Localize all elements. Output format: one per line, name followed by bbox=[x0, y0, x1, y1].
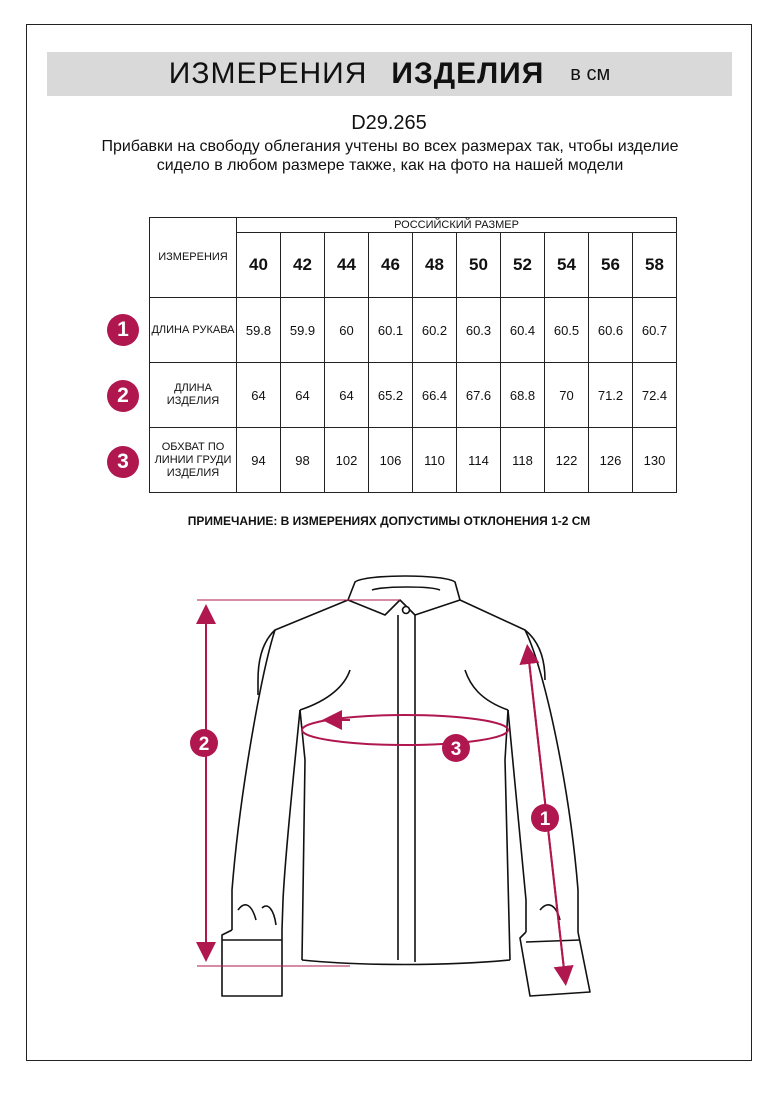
table-cell: 71.2 bbox=[589, 363, 633, 428]
table-cell: 110 bbox=[413, 428, 457, 493]
table-cell: 67.6 bbox=[457, 363, 501, 428]
table-cell: 98 bbox=[281, 428, 325, 493]
row-label: ДЛИНА РУКАВА bbox=[150, 298, 237, 363]
table-cell: 70 bbox=[545, 363, 589, 428]
shirt-outline bbox=[222, 576, 590, 996]
table-row bbox=[150, 428, 677, 493]
length-measure bbox=[197, 600, 400, 966]
table-cell: 118 bbox=[501, 428, 545, 493]
size-header: 42 bbox=[281, 233, 325, 298]
diagram-marker-3 bbox=[442, 734, 470, 762]
table-cell: 102 bbox=[325, 428, 369, 493]
size-header: 46 bbox=[369, 233, 413, 298]
svg-text:1: 1 bbox=[539, 809, 551, 830]
svg-text:3: 3 bbox=[450, 739, 462, 760]
size-header: 44 bbox=[325, 233, 369, 298]
title-unit: в см bbox=[570, 62, 611, 85]
header-band bbox=[47, 52, 732, 96]
svg-text:2: 2 bbox=[198, 734, 210, 755]
shirt-measurement-diagram bbox=[0, 560, 778, 1010]
table-row bbox=[150, 363, 677, 428]
table-cell: 60.4 bbox=[501, 298, 545, 363]
size-header: 50 bbox=[457, 233, 501, 298]
table-cell: 60.6 bbox=[589, 298, 633, 363]
table-cell: 60.1 bbox=[369, 298, 413, 363]
table-cell: 60.3 bbox=[457, 298, 501, 363]
table-cell: 60 bbox=[325, 298, 369, 363]
product-code: D29.265 bbox=[351, 112, 427, 134]
row-label: ОБХВАТ ПО ЛИНИИ ГРУДИ ИЗДЕЛИЯ bbox=[150, 428, 237, 493]
size-header: 40 bbox=[237, 233, 281, 298]
table-cell: 68.8 bbox=[501, 363, 545, 428]
table-cell: 60.5 bbox=[545, 298, 589, 363]
row-number-badge: 3 bbox=[107, 446, 139, 478]
table-cell: 59.8 bbox=[237, 298, 281, 363]
table-cell: 130 bbox=[633, 428, 677, 493]
title-bold: ИЗДЕЛИЯ bbox=[391, 57, 545, 90]
table-cell: 72.4 bbox=[633, 363, 677, 428]
table-cell: 106 bbox=[369, 428, 413, 493]
row-number-badge: 2 bbox=[107, 380, 139, 412]
table-cell: 126 bbox=[589, 428, 633, 493]
size-header: 54 bbox=[545, 233, 589, 298]
size-header: 56 bbox=[589, 233, 633, 298]
size-header: 58 bbox=[633, 233, 677, 298]
tolerance-note: ПРИМЕЧАНИЕ: В ИЗМЕРЕНИЯХ ДОПУСТИМЫ ОТКЛОНЕНИЯ 1-2 СМ bbox=[187, 514, 591, 528]
table-cell: 60.2 bbox=[413, 298, 457, 363]
diagram-marker-1 bbox=[531, 804, 559, 832]
row-number-badge: 1 bbox=[107, 314, 139, 346]
fit-description: Прибавки на свободу облегания учтены во всех размерах так, чтобы изделие сидело в любом размере также, как на фото на нашей модели bbox=[101, 138, 679, 174]
table-cell: 60.7 bbox=[633, 298, 677, 363]
corner-label: ИЗМЕРЕНИЯ bbox=[150, 218, 237, 298]
table-cell: 64 bbox=[325, 363, 369, 428]
table-cell: 64 bbox=[237, 363, 281, 428]
row-label: ДЛИНА ИЗДЕЛИЯ bbox=[150, 363, 237, 428]
table-cell: 65.2 bbox=[369, 363, 413, 428]
size-header: 48 bbox=[413, 233, 457, 298]
table-cell: 114 bbox=[457, 428, 501, 493]
size-header: 52 bbox=[501, 233, 545, 298]
table-cell: 66.4 bbox=[413, 363, 457, 428]
table-cell: 59.9 bbox=[281, 298, 325, 363]
diagram-marker-2 bbox=[190, 729, 218, 757]
title-light: ИЗМЕРЕНИЯ bbox=[168, 57, 368, 90]
table-row bbox=[150, 298, 677, 363]
table-cell: 122 bbox=[545, 428, 589, 493]
group-header: РОССИЙСКИЙ РАЗМЕР bbox=[237, 218, 677, 233]
table-cell: 64 bbox=[281, 363, 325, 428]
size-table bbox=[149, 217, 677, 493]
table-cell: 94 bbox=[237, 428, 281, 493]
